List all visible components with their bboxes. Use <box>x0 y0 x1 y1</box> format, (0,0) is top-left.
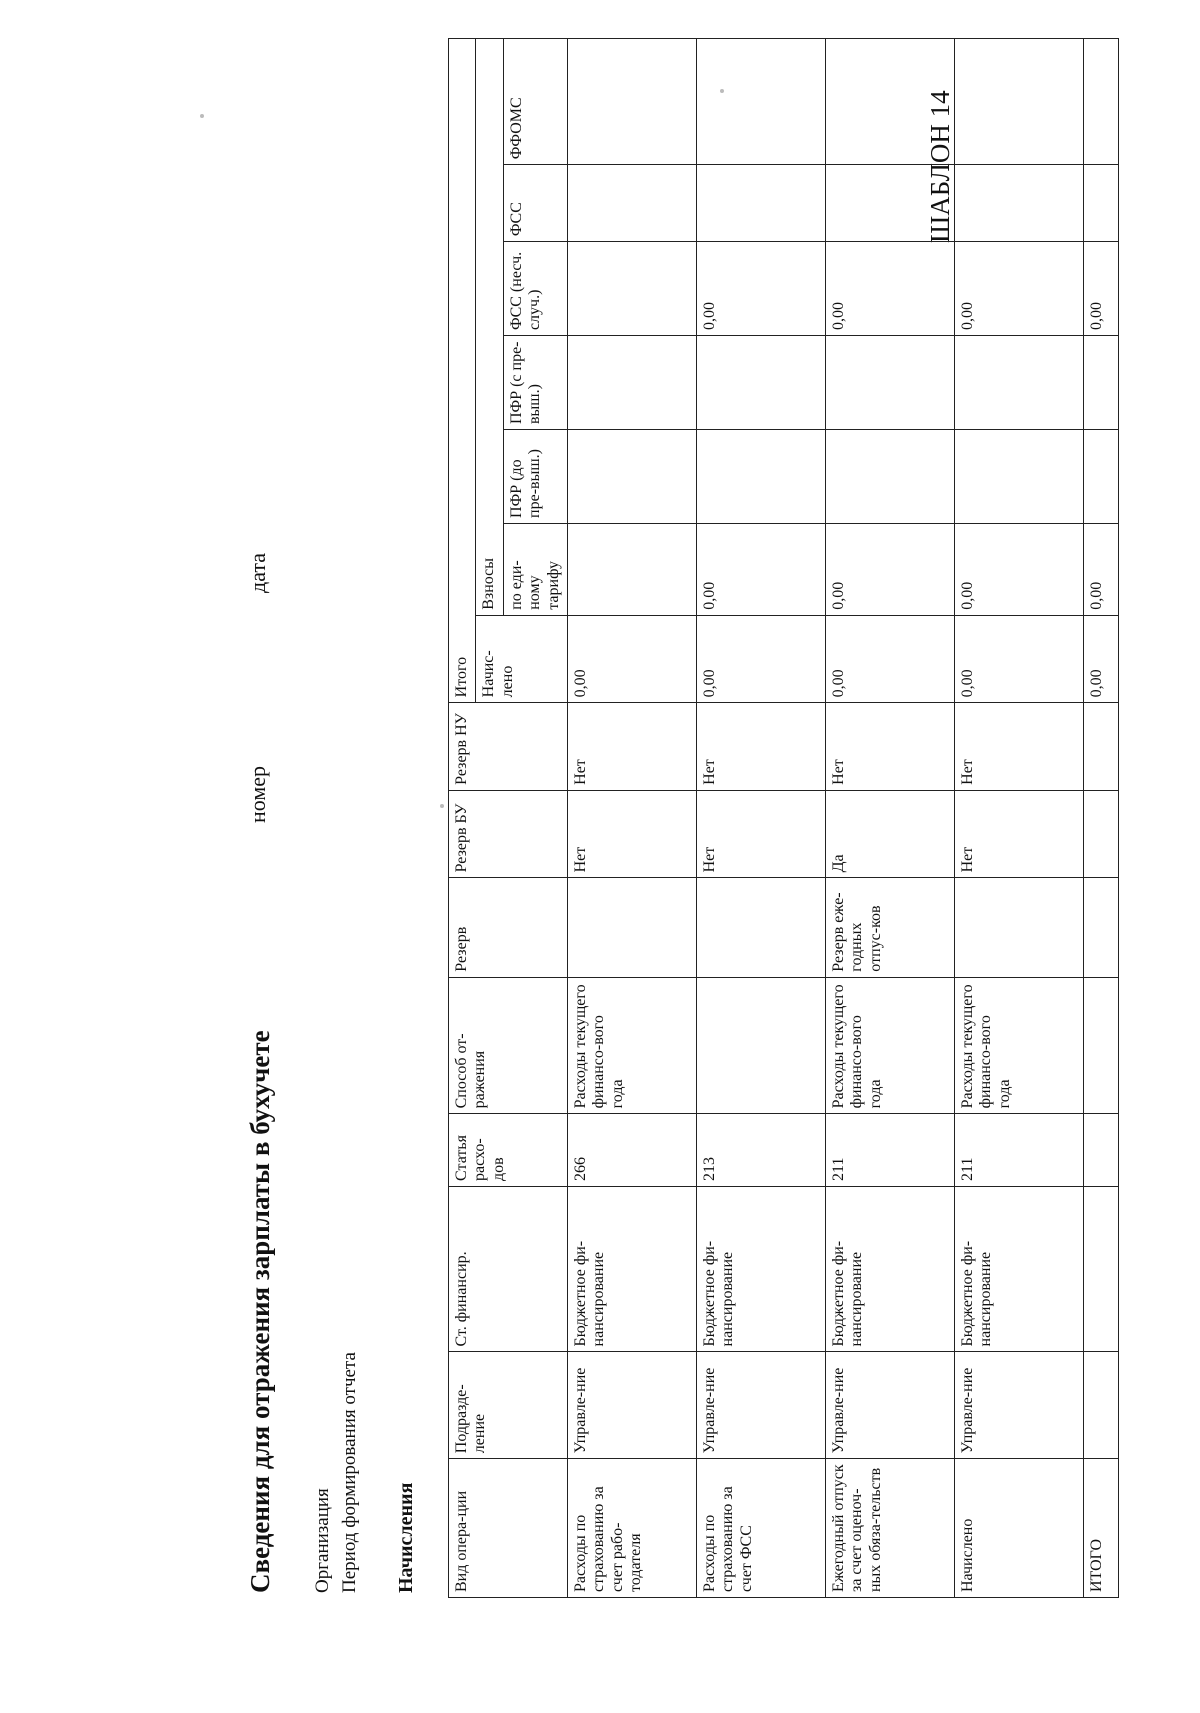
cell-accrued: 0,00 <box>696 615 825 703</box>
total-label: ИТОГО <box>1083 1459 1118 1598</box>
header-fss-accident: ФСС (несч. случ.) <box>503 242 567 336</box>
cell-reserve <box>696 878 825 977</box>
cell-reserve <box>954 878 1083 977</box>
cell-fss <box>825 165 954 242</box>
cell-fss-accident: 0,00 <box>696 242 825 336</box>
cell-reserve-nu: Нет <box>825 703 954 791</box>
table-row <box>567 39 696 1598</box>
cell-funding: Бюджетное фи-нансирование <box>567 1186 696 1351</box>
cell-reserve-bu: Нет <box>567 790 696 878</box>
header-reserve-bu: Резерв БУ <box>449 790 568 878</box>
cell-expense-item: 211 <box>825 1114 954 1187</box>
cell-accrued: 0,00 <box>825 615 954 703</box>
header-reserve: Резерв <box>449 878 568 977</box>
cell-pfr-above <box>696 336 825 430</box>
total-cell <box>1083 878 1118 977</box>
cell-division: Управле-ние <box>567 1352 696 1459</box>
cell-division: Управле-ние <box>825 1352 954 1459</box>
cell-operation: Начислено <box>954 1459 1083 1598</box>
number-label: номер <box>245 765 270 823</box>
header-pfr-above: ПФР (с пре-выш.) <box>503 336 567 430</box>
cell-fss <box>954 165 1083 242</box>
date-label: дата <box>245 552 270 593</box>
total-cell <box>1083 1114 1118 1187</box>
header-reserve-nu: Резерв НУ <box>449 703 568 791</box>
total-cell <box>1083 430 1118 524</box>
total-cell <box>1083 1186 1118 1351</box>
cell-reserve-bu: Нет <box>954 790 1083 878</box>
scan-speck <box>440 804 444 808</box>
cell-pfr-above <box>954 336 1083 430</box>
header-pfr-below: ПФР (до пре-выш.) <box>503 430 567 524</box>
cell-reserve: Резерв еже-годных отпус-ков <box>825 878 954 977</box>
cell-reserve-nu: Нет <box>954 703 1083 791</box>
cell-reserve-bu: Да <box>825 790 954 878</box>
cell-reflection-method: Расходы текущего финансо-вого года <box>954 977 1083 1114</box>
cell-division: Управле-ние <box>954 1352 1083 1459</box>
cell-fss <box>567 165 696 242</box>
total-row <box>1083 39 1118 1598</box>
scan-speck <box>720 89 724 93</box>
cell-pfr-below <box>567 430 696 524</box>
cell-reserve <box>567 878 696 977</box>
cell-fss-accident: 0,00 <box>825 242 954 336</box>
total-cell <box>1083 336 1118 430</box>
header-fss: ФСС <box>503 165 567 242</box>
cell-ffoms <box>954 39 1083 165</box>
header-funding: Ст. финансир. <box>449 1186 568 1351</box>
cell-funding: Бюджетное фи-нансирование <box>954 1186 1083 1351</box>
header-ffoms: ФФОМС <box>503 39 567 165</box>
cell-reflection-method <box>696 977 825 1114</box>
cell-pfr-below <box>954 430 1083 524</box>
total-fss-accident: 0,00 <box>1083 242 1118 336</box>
cell-expense-item: 211 <box>954 1114 1083 1187</box>
cell-expense-item: 266 <box>567 1114 696 1187</box>
cell-pfr-below <box>696 430 825 524</box>
header-division: Подразде-ление <box>449 1352 568 1459</box>
header-reflection-method: Способ от-ражения <box>449 977 568 1114</box>
cell-funding: Бюджетное фи-нансирование <box>825 1186 954 1351</box>
total-cell <box>1083 977 1118 1114</box>
cell-ffoms <box>567 39 696 165</box>
cell-accrued: 0,00 <box>954 615 1083 703</box>
cell-reflection-method: Расходы текущего финансо-вого года <box>567 977 696 1114</box>
cell-reflection-method: Расходы текущего финансо-вого года <box>825 977 954 1114</box>
cell-unified-tariff: 0,00 <box>825 523 954 615</box>
period-label: Период формирования отчета <box>339 1352 360 1593</box>
cell-ffoms <box>696 39 825 165</box>
header-accrued: Начис-лено <box>476 615 568 703</box>
cell-pfr-above <box>567 336 696 430</box>
accruals-table <box>448 38 1119 1598</box>
cell-operation: Расходы по страхованию за счет ФСС <box>696 1459 825 1598</box>
organization-label: Организация <box>312 1488 333 1593</box>
cell-expense-item: 213 <box>696 1114 825 1187</box>
cell-division: Управле-ние <box>696 1352 825 1459</box>
cell-fss-accident <box>567 242 696 336</box>
cell-unified-tariff: 0,00 <box>696 523 825 615</box>
cell-operation: Ежегодный отпуск за счет оценоч-ных обяза-тельств <box>825 1459 954 1598</box>
cell-unified-tariff: 0,00 <box>954 523 1083 615</box>
cell-funding: Бюджетное фи-нансирование <box>696 1186 825 1351</box>
section-label: Начисления <box>395 1482 417 1593</box>
cell-reserve-nu: Нет <box>567 703 696 791</box>
cell-operation: Расходы по страхованию за счет рабо-тодателя <box>567 1459 696 1598</box>
table-row <box>954 39 1083 1598</box>
cell-fss <box>696 165 825 242</box>
total-accrued: 0,00 <box>1083 615 1118 703</box>
document-title: Сведения для отражения зарплаты в бухучете <box>245 1030 275 1593</box>
table-row <box>696 39 825 1598</box>
header-contributions: Взносы <box>476 39 503 616</box>
cell-reserve-bu: Нет <box>696 790 825 878</box>
cell-reserve-nu: Нет <box>696 703 825 791</box>
header-operation: Вид опера-ции <box>449 1459 568 1598</box>
template-label: ШАБЛОН 14 <box>925 90 955 243</box>
header-unified-tariff: по еди-ному тарифу <box>503 523 567 615</box>
cell-pfr-below <box>825 430 954 524</box>
scan-speck <box>200 114 204 118</box>
total-cell <box>1083 165 1118 242</box>
cell-unified-tariff <box>567 523 696 615</box>
total-cell <box>1083 790 1118 878</box>
cell-pfr-above <box>825 336 954 430</box>
header-expense-item: Статья расхо-дов <box>449 1114 568 1187</box>
total-unified-tariff: 0,00 <box>1083 523 1118 615</box>
table-row <box>825 39 954 1598</box>
header-total: Итого <box>449 39 476 703</box>
cell-accrued: 0,00 <box>567 615 696 703</box>
cell-ffoms <box>825 39 954 165</box>
cell-fss-accident: 0,00 <box>954 242 1083 336</box>
total-cell <box>1083 1352 1118 1459</box>
total-cell <box>1083 39 1118 165</box>
total-cell <box>1083 703 1118 791</box>
